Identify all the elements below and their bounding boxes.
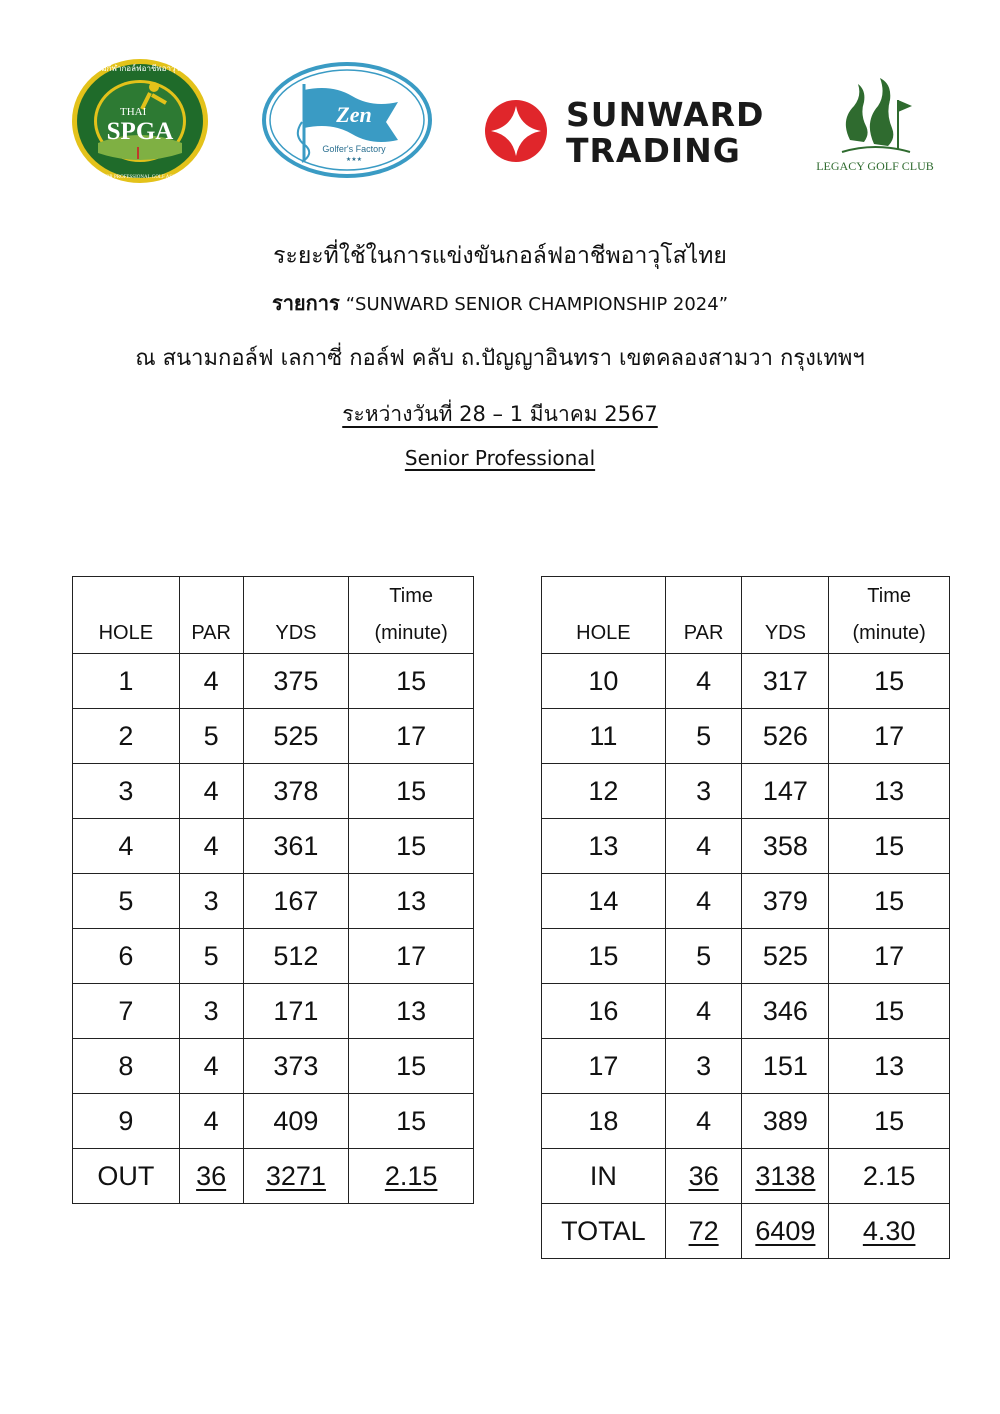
col-header-par: PAR <box>179 577 243 654</box>
total-summary-row <box>542 1204 950 1259</box>
cell-time: 17 <box>829 709 950 764</box>
cell-time: 15 <box>349 819 474 874</box>
cell-yds: 147 <box>742 764 829 819</box>
svg-text:สมาคมกีฬากอล์ฟอาชีพอาวุโสไทย: สมาคมกีฬากอล์ฟอาชีพอาวุโสไทย <box>81 64 199 73</box>
svg-text:SUNWARD: SUNWARD <box>566 96 765 134</box>
cell-par: 5 <box>179 709 243 764</box>
col-header-yds: YDS <box>243 577 349 654</box>
summary-yds <box>243 1149 349 1204</box>
col-header-time <box>829 577 950 654</box>
sunward-trading-logo <box>484 96 774 166</box>
cell-hole: 6 <box>73 929 180 984</box>
dates-line <box>0 398 1000 431</box>
cell-par: 4 <box>665 654 742 709</box>
summary-par <box>665 1149 742 1204</box>
cell-time: 15 <box>829 819 950 874</box>
col-header-time <box>349 577 474 654</box>
cell-time: 13 <box>349 874 474 929</box>
cell-yds: 373 <box>243 1039 349 1094</box>
hole-row <box>73 654 474 709</box>
hole-row <box>73 1039 474 1094</box>
cell-hole: 7 <box>73 984 180 1039</box>
in-summary-row <box>542 1149 950 1204</box>
cell-par: 3 <box>665 764 742 819</box>
col-header-hole: HOLE <box>73 577 180 654</box>
hole-row <box>542 984 950 1039</box>
cell-par: 3 <box>179 874 243 929</box>
cell-time: 13 <box>829 764 950 819</box>
cell-yds: 378 <box>243 764 349 819</box>
cell-yds: 317 <box>742 654 829 709</box>
division-text: Senior Professional <box>404 446 596 470</box>
cell-hole: 12 <box>542 764 666 819</box>
cell-par: 4 <box>179 1039 243 1094</box>
thai-spga-logo <box>70 57 210 185</box>
cell-hole: 15 <box>542 929 666 984</box>
summary-time <box>829 1149 950 1204</box>
cell-par: 4 <box>665 874 742 929</box>
cell-time: 13 <box>829 1039 950 1094</box>
svg-text:LEGACY GOLF CLUB: LEGACY GOLF CLUB <box>816 159 934 173</box>
hole-row <box>542 654 950 709</box>
cell-hole: 9 <box>73 1094 180 1149</box>
cell-hole: 4 <box>73 819 180 874</box>
cell-hole: 13 <box>542 819 666 874</box>
summary-yds-value: 3271 <box>265 1160 326 1191</box>
cell-par: 4 <box>665 984 742 1039</box>
cell-par: 4 <box>665 819 742 874</box>
col-header-par: PAR <box>665 577 742 654</box>
hole-row <box>542 819 950 874</box>
cell-time: 17 <box>349 929 474 984</box>
hole-row <box>542 1094 950 1149</box>
cell-yds: 375 <box>243 654 349 709</box>
cell-time: 15 <box>829 984 950 1039</box>
cell-time: 17 <box>349 709 474 764</box>
out-summary-row <box>73 1149 474 1204</box>
summary-label: OUT <box>73 1149 180 1204</box>
hole-row <box>73 984 474 1039</box>
col-header-hole: HOLE <box>542 577 666 654</box>
cell-time: 13 <box>349 984 474 1039</box>
hole-row <box>73 929 474 984</box>
event-name: “SUNWARD SENIOR CHAMPIONSHIP 2024” <box>345 294 729 315</box>
cell-hole: 17 <box>542 1039 666 1094</box>
table-header-row <box>542 577 950 654</box>
cell-yds: 525 <box>742 929 829 984</box>
summary-yds <box>742 1204 829 1259</box>
summary-par <box>665 1204 742 1259</box>
svg-text:THAI SENIOR PROFESSIONAL GOLF: THAI SENIOR PROFESSIONAL GOLF ASSOCIATION <box>81 175 199 180</box>
hole-row <box>542 874 950 929</box>
cell-time: 15 <box>349 764 474 819</box>
cell-time: 15 <box>829 1094 950 1149</box>
back-nine-table <box>541 576 950 1259</box>
summary-label: IN <box>542 1149 666 1204</box>
summary-time-value: 2.15 <box>384 1160 438 1191</box>
cell-par: 3 <box>665 1039 742 1094</box>
time-label: Time <box>389 585 433 607</box>
cell-par: 4 <box>179 764 243 819</box>
summary-time <box>349 1149 474 1204</box>
hole-row <box>73 764 474 819</box>
hole-row <box>73 709 474 764</box>
summary-time <box>829 1204 950 1259</box>
cell-time: 15 <box>349 1039 474 1094</box>
cell-time: 15 <box>829 874 950 929</box>
document-title: ระยะที่ใช้ในการแข่งขันกอล์ฟอาชีพอาวุโสไทย <box>273 243 727 269</box>
cell-time: 15 <box>349 1094 474 1149</box>
hole-row <box>73 874 474 929</box>
svg-text:Zen: Zen <box>336 102 372 127</box>
minute-label: (minute) <box>852 622 926 644</box>
cell-yds: 409 <box>243 1094 349 1149</box>
zen-golfers-factory-logo <box>262 62 432 178</box>
summary-yds-value: 3138 <box>755 1160 816 1191</box>
summary-par-value: 72 <box>688 1215 719 1246</box>
cell-yds: 389 <box>742 1094 829 1149</box>
hole-row <box>542 929 950 984</box>
cell-hole: 18 <box>542 1094 666 1149</box>
hole-row <box>542 709 950 764</box>
venue-line: ณ สนามกอล์ฟ เลกาซี่ กอล์ฟ คลับ ถ.ปัญญาอินทรา เขตคลองสามวา กรุงเทพฯ <box>135 346 865 371</box>
summary-yds-value: 6409 <box>755 1215 816 1246</box>
front-nine-table <box>72 576 474 1204</box>
summary-par-value: 36 <box>688 1160 719 1191</box>
cell-yds: 379 <box>742 874 829 929</box>
hole-row <box>542 764 950 819</box>
time-label: Time <box>867 585 911 607</box>
cell-hole: 2 <box>73 709 180 764</box>
cell-time: 15 <box>829 654 950 709</box>
summary-label: TOTAL <box>542 1204 666 1259</box>
cell-yds: 358 <box>742 819 829 874</box>
cell-par: 5 <box>179 929 243 984</box>
hole-row <box>542 1039 950 1094</box>
cell-yds: 151 <box>742 1039 829 1094</box>
cell-yds: 525 <box>243 709 349 764</box>
cell-yds: 171 <box>243 984 349 1039</box>
cell-hole: 8 <box>73 1039 180 1094</box>
cell-hole: 1 <box>73 654 180 709</box>
cell-yds: 361 <box>243 819 349 874</box>
cell-yds: 512 <box>243 929 349 984</box>
cell-par: 5 <box>665 929 742 984</box>
cell-par: 4 <box>665 1094 742 1149</box>
summary-yds <box>742 1149 829 1204</box>
summary-time-value: 2.15 <box>862 1160 916 1191</box>
event-label: รายการ <box>271 291 340 315</box>
table-header-row <box>73 577 474 654</box>
col-header-yds: YDS <box>742 577 829 654</box>
summary-par-value: 36 <box>196 1160 227 1191</box>
cell-hole: 11 <box>542 709 666 764</box>
svg-text:SPGA: SPGA <box>106 118 174 145</box>
cell-yds: 346 <box>742 984 829 1039</box>
cell-hole: 5 <box>73 874 180 929</box>
hole-row <box>73 819 474 874</box>
svg-text:THAI: THAI <box>120 106 147 118</box>
dates-text: ระหว่างวันที่ 28 – 1 มีนาคม 2567 <box>342 402 658 426</box>
cell-par: 3 <box>179 984 243 1039</box>
legacy-golf-club-logo <box>800 70 950 180</box>
cell-hole: 16 <box>542 984 666 1039</box>
summary-time-value: 4.30 <box>862 1215 916 1246</box>
cell-par: 4 <box>179 819 243 874</box>
cell-par: 4 <box>179 654 243 709</box>
cell-par: 5 <box>665 709 742 764</box>
svg-text:TRADING: TRADING <box>566 131 741 166</box>
minute-label: (minute) <box>374 622 448 644</box>
svg-text:★★★: ★★★ <box>345 156 363 163</box>
cell-time: 15 <box>349 654 474 709</box>
hole-row <box>73 1094 474 1149</box>
sponsor-logos <box>0 0 1000 200</box>
cell-hole: 14 <box>542 874 666 929</box>
cell-time: 17 <box>829 929 950 984</box>
svg-text:Golfer's Factory: Golfer's Factory <box>322 144 386 154</box>
cell-hole: 3 <box>73 764 180 819</box>
cell-yds: 526 <box>742 709 829 764</box>
division-line <box>0 446 1000 470</box>
event-line <box>0 287 1000 319</box>
cell-par: 4 <box>179 1094 243 1149</box>
cell-hole: 10 <box>542 654 666 709</box>
summary-par <box>179 1149 243 1204</box>
cell-yds: 167 <box>243 874 349 929</box>
